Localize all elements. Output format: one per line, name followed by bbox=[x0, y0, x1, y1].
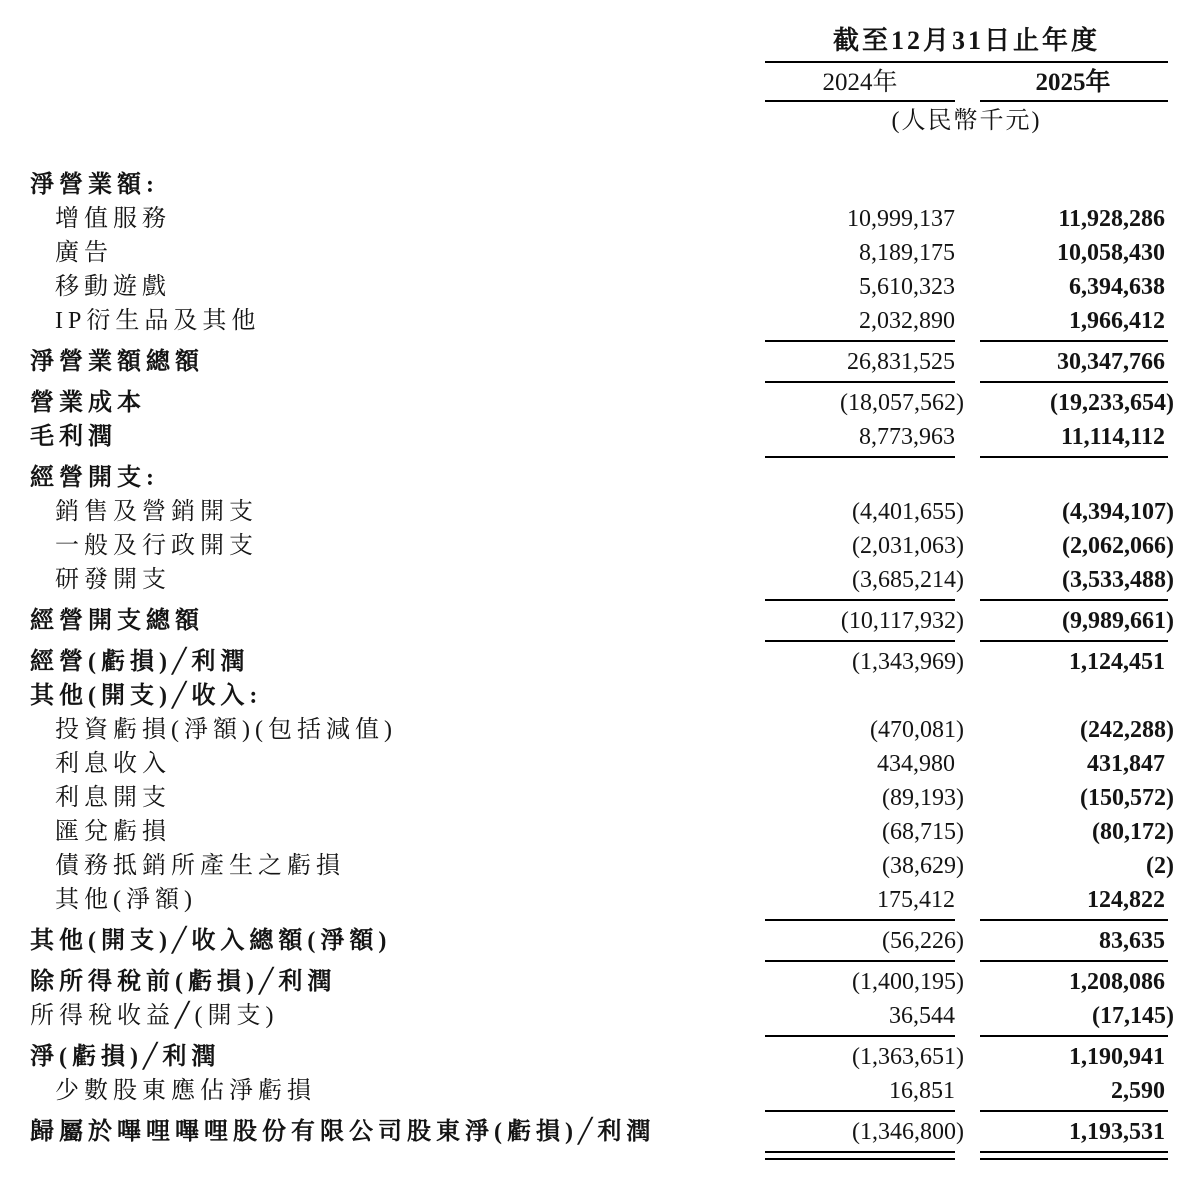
rule-segment bbox=[765, 919, 955, 921]
row-label: 其他(開支)╱收入: bbox=[30, 683, 263, 709]
value-2024: 10,999,137 bbox=[847, 206, 955, 232]
year-column-header-2025: 2025年 bbox=[1035, 69, 1111, 96]
value-2025: (80,172) bbox=[1092, 819, 1174, 845]
value-2024: 434,980 bbox=[877, 751, 955, 777]
value-2025: 83,635 bbox=[1099, 928, 1165, 954]
table-row bbox=[0, 679, 1200, 713]
rule-segment bbox=[765, 1151, 955, 1160]
row-label: 投資虧損(淨額)(包括減值) bbox=[55, 717, 397, 743]
subtotal-rule bbox=[0, 338, 1200, 345]
table-row bbox=[0, 1040, 1200, 1074]
value-2024: (56,226) bbox=[882, 928, 964, 954]
rule-segment bbox=[980, 599, 1168, 601]
value-2024: 5,610,323 bbox=[859, 274, 955, 300]
value-2025: (17,145) bbox=[1092, 1003, 1174, 1029]
row-label: 利息收入 bbox=[55, 751, 171, 777]
row-label: 淨(虧損)╱利潤 bbox=[30, 1044, 221, 1070]
row-label: 廣告 bbox=[55, 240, 113, 266]
table-row bbox=[0, 529, 1200, 563]
row-label: 其他(開支)╱收入總額(淨額) bbox=[30, 928, 392, 954]
row-label: 經營開支總額 bbox=[30, 608, 204, 634]
value-2024: (1,346,800) bbox=[852, 1119, 964, 1145]
value-2025: (3,533,488) bbox=[1062, 567, 1174, 593]
income-statement-table bbox=[0, 168, 1200, 1162]
rule-segment bbox=[765, 599, 955, 601]
value-2025: (2) bbox=[1146, 853, 1174, 879]
value-2024 bbox=[765, 168, 955, 202]
rule-segment bbox=[980, 1151, 1168, 1160]
table-row bbox=[0, 563, 1200, 597]
value-2024: 8,773,963 bbox=[859, 424, 955, 450]
value-2025: (242,288) bbox=[1080, 717, 1174, 743]
row-label: 一般及行政開支 bbox=[55, 533, 258, 559]
rule-segment bbox=[765, 456, 955, 458]
rule-segment bbox=[980, 960, 1168, 962]
row-label: 增值服務 bbox=[55, 206, 171, 232]
rule-segment bbox=[980, 456, 1168, 458]
table-row bbox=[0, 236, 1200, 270]
table-row bbox=[0, 747, 1200, 781]
value-2024: (38,629) bbox=[882, 853, 964, 879]
table-row bbox=[0, 461, 1200, 495]
value-2025: (4,394,107) bbox=[1062, 499, 1174, 525]
table-row bbox=[0, 713, 1200, 747]
row-label: 經營開支: bbox=[30, 465, 159, 491]
row-label: 經營(虧損)╱利潤 bbox=[30, 649, 250, 675]
value-2024: 2,032,890 bbox=[859, 308, 955, 334]
value-2025: 11,114,112 bbox=[1060, 424, 1165, 450]
value-2025: 2,590 bbox=[1111, 1078, 1165, 1104]
value-2025: (2,062,066) bbox=[1062, 533, 1174, 559]
rule-segment bbox=[765, 381, 955, 383]
value-2025: 431,847 bbox=[1087, 751, 1165, 777]
rule-segment bbox=[765, 1035, 955, 1037]
value-2025: 1,190,941 bbox=[1069, 1044, 1165, 1070]
year-column-rule-2024 bbox=[765, 100, 955, 102]
value-2025: 10,058,430 bbox=[1057, 240, 1165, 266]
table-row bbox=[0, 883, 1200, 917]
rule-segment bbox=[980, 381, 1168, 383]
value-2024: (18,057,562) bbox=[840, 390, 964, 416]
rule-segment bbox=[980, 919, 1168, 921]
year-column-rule-2025 bbox=[980, 100, 1168, 102]
table-row bbox=[0, 420, 1200, 454]
table-row bbox=[0, 965, 1200, 999]
row-label: 營業成本 bbox=[30, 390, 146, 416]
value-2024: 16,851 bbox=[889, 1078, 955, 1104]
value-2025: 1,208,086 bbox=[1069, 969, 1165, 995]
table-row bbox=[0, 1074, 1200, 1108]
row-label: 所得稅收益╱(開支) bbox=[30, 1003, 279, 1029]
value-2024: 26,831,525 bbox=[847, 349, 955, 375]
value-2024: (470,081) bbox=[870, 717, 964, 743]
subtotal-rule bbox=[0, 379, 1200, 386]
table-row bbox=[0, 345, 1200, 379]
value-2025: (150,572) bbox=[1080, 785, 1174, 811]
value-2024 bbox=[765, 679, 955, 713]
value-2025 bbox=[955, 461, 1165, 495]
rule-segment bbox=[765, 340, 955, 342]
rule-segment bbox=[765, 640, 955, 642]
year-column-header-2024: 2024年 bbox=[822, 69, 898, 96]
table-row bbox=[0, 999, 1200, 1033]
value-2024: (2,031,063) bbox=[852, 533, 964, 559]
value-2024 bbox=[765, 461, 955, 495]
value-2025: 1,966,412 bbox=[1069, 308, 1165, 334]
table-row bbox=[0, 781, 1200, 815]
row-label: 研發開支 bbox=[55, 567, 171, 593]
row-label: 其他(淨額) bbox=[55, 887, 197, 913]
subtotal-rule bbox=[0, 597, 1200, 604]
subtotal-rule bbox=[0, 1108, 1200, 1115]
value-2024: (10,117,932) bbox=[840, 608, 964, 634]
table-row bbox=[0, 849, 1200, 883]
value-2025: (9,989,661) bbox=[1062, 608, 1174, 634]
row-label: 移動遊戲 bbox=[55, 274, 171, 300]
value-2025: 30,347,766 bbox=[1057, 349, 1165, 375]
table-row bbox=[0, 304, 1200, 338]
grand-total-double-rule bbox=[0, 1149, 1200, 1162]
rule-segment bbox=[765, 1110, 955, 1112]
row-label: 除所得稅前(虧損)╱利潤 bbox=[30, 969, 337, 995]
table-row bbox=[0, 1115, 1200, 1149]
value-2025: 6,394,638 bbox=[1069, 274, 1165, 300]
value-2024: (1,363,651) bbox=[852, 1044, 964, 1070]
subtotal-rule bbox=[0, 958, 1200, 965]
row-label: 債務抵銷所產生之虧損 bbox=[55, 853, 345, 879]
row-label: 銷售及營銷開支 bbox=[55, 499, 258, 525]
period-header: 截至12月31日止年度 bbox=[832, 26, 1100, 55]
table-row bbox=[0, 604, 1200, 638]
value-2024: 175,412 bbox=[877, 887, 955, 913]
row-label: 利息開支 bbox=[55, 785, 171, 811]
row-label: 匯兌虧損 bbox=[55, 819, 171, 845]
value-2024: (68,715) bbox=[882, 819, 964, 845]
row-label: 少數股東應佔淨虧損 bbox=[55, 1078, 316, 1104]
value-2024: (89,193) bbox=[882, 785, 964, 811]
rule-segment bbox=[980, 640, 1168, 642]
table-row bbox=[0, 168, 1200, 202]
value-2024: (1,400,195) bbox=[852, 969, 964, 995]
row-label: IP衍生品及其他 bbox=[55, 308, 261, 334]
row-label: 毛利潤 bbox=[30, 424, 117, 450]
row-label: 淨營業額總額 bbox=[30, 349, 204, 375]
value-2025: 11,928,286 bbox=[1058, 206, 1165, 232]
table-row bbox=[0, 924, 1200, 958]
table-row bbox=[0, 495, 1200, 529]
rule-segment bbox=[765, 960, 955, 962]
value-2025: 1,193,531 bbox=[1069, 1119, 1165, 1145]
currency-unit-note: (人民幣千元) bbox=[891, 108, 1042, 134]
value-2025 bbox=[955, 679, 1165, 713]
subtotal-rule bbox=[0, 917, 1200, 924]
subtotal-rule bbox=[0, 638, 1200, 645]
table-row bbox=[0, 202, 1200, 236]
value-2025: (19,233,654) bbox=[1050, 390, 1174, 416]
table-row bbox=[0, 386, 1200, 420]
value-2024: (3,685,214) bbox=[852, 567, 964, 593]
value-2024: 8,189,175 bbox=[859, 240, 955, 266]
row-label: 淨營業額: bbox=[30, 172, 159, 198]
table-row bbox=[0, 645, 1200, 679]
table-row bbox=[0, 815, 1200, 849]
value-2025: 1,124,451 bbox=[1069, 649, 1165, 675]
value-2024: (4,401,655) bbox=[852, 499, 964, 525]
value-2024: (1,343,969) bbox=[852, 649, 964, 675]
value-2025: 124,822 bbox=[1087, 887, 1165, 913]
value-2025 bbox=[955, 168, 1165, 202]
subtotal-rule bbox=[0, 454, 1200, 461]
row-label: 歸屬於嗶哩嗶哩股份有限公司股東淨(虧損)╱利潤 bbox=[30, 1119, 656, 1145]
rule-segment bbox=[980, 1035, 1168, 1037]
rule-segment bbox=[980, 1110, 1168, 1112]
table-row bbox=[0, 270, 1200, 304]
rule-segment bbox=[980, 340, 1168, 342]
period-header-rule bbox=[765, 61, 1168, 63]
subtotal-rule bbox=[0, 1033, 1200, 1040]
value-2024: 36,544 bbox=[889, 1003, 955, 1029]
